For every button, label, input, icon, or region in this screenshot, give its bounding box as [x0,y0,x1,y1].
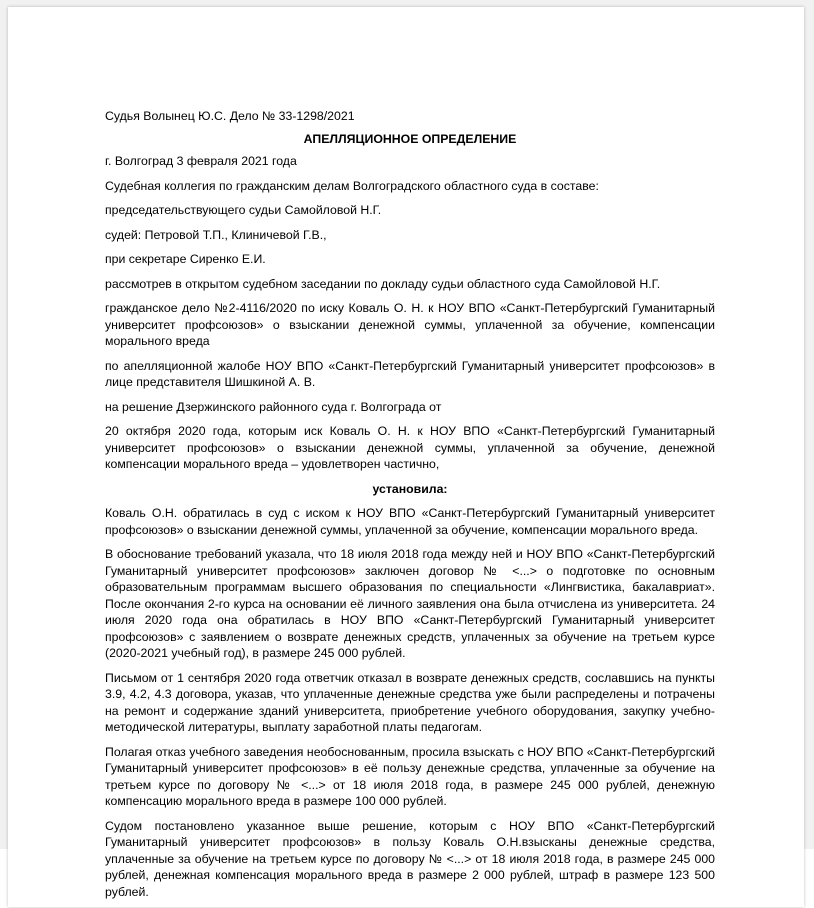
appeal-paragraph: по апелляционной жалобе НОУ ВПО «Санкт-Петербургский Гуманитарный университет профсоюзов» в лице представителя Шишкиной А. В. [105,358,715,389]
body-paragraph: Судом постановлено указанное выше решение, которым с НОУ ВПО «Санкт-Петербургский Гуманитарный университет профсоюзов» в пользу Коваль О.Н.взысканы денежные средства, уплаченные за обучение на третьем курсе по договору № <...> от 18 июля 2018 года, в размере 245 000 рублей, денежная компенсация морального вреда в размере 2 000 рублей, штраф в размере 123 500 рублей. [105,818,715,899]
decision-date-paragraph: 20 октября 2020 года, которым иск Коваль О. Н. к НОУ ВПО «Санкт-Петербургский Гуманитарный университет профсоюзов» о взыскании денежной суммы, уплаченной за обучение, денежной компенсации морального вреда – удовлетворен частично, [105,424,715,471]
document-body [105,108,715,908]
presiding-judge: председательствующего судьи Самойловой Н.Г. [105,203,382,217]
body-paragraph: Коваль О.Н. обратилась в суд с иском к НОУ ВПО «Санкт-Петербургский Гуманитарный университет профсоюзов» о взыскании денежной суммы, уплаченной за обучение, компенсации морального вреда. [105,506,715,537]
collegium-line: Судебная коллегия по гражданским делам Волгоградского областного суда в составе: [105,178,599,193]
document-title: АПЕЛЛЯЦИОННОЕ ОПРЕДЕЛЕНИЕ [303,131,517,146]
place-date: г. Волгоград 3 февраля 2021 года [105,154,297,168]
considering-line: рассмотрев в открытом судебном заседании по докладу судьи областного суда Самойловой Н.Г. [105,276,661,291]
established-heading: установила: [372,481,448,496]
body-paragraph: Полагая отказ учебного заведения необоснованным, просила взыскать с НОУ ВПО «Санкт-Петербургский Гуманитарный университет профсоюзов» в её пользу денежные средства, уплаченные за обучение на третьем курсе по договору № <...> от 18 июля 2018 года, в размере 245 000 рублей, денежную компенсацию морального вреда в размере 100 000 рублей. [105,744,715,808]
body-paragraph: В обоснование требований указала, что 18 июля 2018 года между ней и НОУ ВПО «Санкт-Петербургский Гуманитарный университет профсоюзов» заключен договор № <...> о подготовке по основным образовательным программам высшего образования по специальности «Лингвистика, бакалавриат». После окончания 2-го курса на основании её личного заявления она была отчислена из университета. 24 июля 2020 года она обратилась в НОУ ВПО «Санкт-Петербургский Гуманитарный университет профсоюзов» с заявлением о возврате денежных средств, уплаченных за обучение на третьем курсе (2020-2021 учебный год), в размере 245 000 рублей. [105,547,715,660]
secretary-line: при секретаре Сиренко Е.И. [105,252,266,266]
body-paragraph: Письмом от 1 сентября 2020 года ответчик отказал в возврате денежных средств, сославшись на пункты 3.9, 4.2, 4.3 договора, указав, что уплаченные денежные средства уже были распределены и потрачены на ремонт и содержание зданий университета, приобретение учебного оборудования, закупку учебно-методической литературы, выплату заработной платы педагогам. [105,670,715,734]
judge-case-line: Судья Волынец Ю.С. Дело № 33-1298/2021 [105,109,355,123]
document-page [8,7,804,907]
judges-line: судей: Петровой Т.П., Клиничевой Г.В., [105,227,327,242]
decision-of-line: на решение Дзержинского районного суда г. Волгограда от [105,399,442,414]
civil-case-paragraph: гражданское дело №2-4116/2020 по иску Коваль О. Н. к НОУ ВПО «Санкт-Петербургский Гуманитарный университет профсоюзов» о взыскании денежной суммы, уплаченной за обучение, компенсации морального вреда [105,301,715,348]
